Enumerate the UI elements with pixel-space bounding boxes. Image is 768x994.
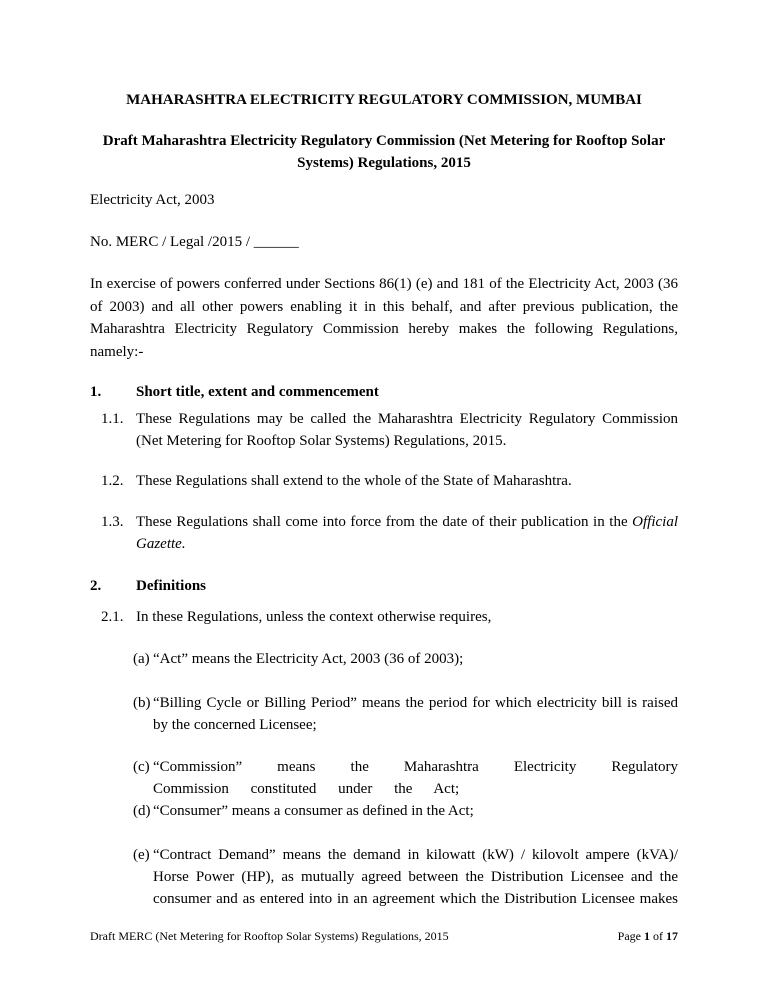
clause-1-3: 1.3. These Regulations shall come into force from the date of their publication in the Official Gazette. <box>101 514 678 552</box>
reference-number: No. MERC / Legal /2015 / ______ <box>90 234 299 250</box>
clause-2-1: 2.1. In these Regulations, unless the context otherwise requires, <box>101 609 492 625</box>
document-title: MAHARASHTRA ELECTRICITY REGULATORY COMMISSION, MUMBAI <box>126 92 642 108</box>
preamble: In exercise of powers conferred under Sections 86(1) (e) and 181 of the Electricity Act, 2003 (36 of 2003) and all other powers enabling it in this behalf, and after previous publication, the Maharashtra Electricity Regulatory Commission hereby makes the following Regulations, namely:- <box>90 276 678 360</box>
section-2-heading: 2. Definitions <box>90 578 207 594</box>
definition-d: (d) “Consumer” means a consumer as defined in the Act; <box>133 803 474 819</box>
clause-1-2: 1.2. These Regulations shall extend to the whole of the State of Maharashtra. <box>101 473 572 489</box>
page-number: Page 1 of 17 <box>617 929 678 943</box>
definition-c: (c) “Commission” means the Maharashtra Electricity Regulatory Commission constituted under the Act; <box>133 759 678 797</box>
act-line: Electricity Act, 2003 <box>90 192 215 208</box>
document-subtitle: Draft Maharashtra Electricity Regulatory Commission (Net Metering for Rooftop Solar Systems) Regulations, 2015 <box>102 133 666 171</box>
definition-e: (e) “Contract Demand” means the demand in kilowatt (kW) / kilovolt ampere (kVA)/ Horse Power (HP), as mutually agreed between the Distribution Licensee and the consumer and as entered into in an agreement which the Distribution Licensee makes <box>133 847 678 907</box>
definition-a: (a) “Act” means the Electricity Act, 2003 (36 of 2003); <box>133 651 464 667</box>
section-1-heading: 1. Short title, extent and commencement <box>90 384 379 400</box>
footer-title: Draft MERC (Net Metering for Rooftop Solar Systems) Regulations, 2015 <box>90 929 449 943</box>
clause-1-1: 1.1. These Regulations may be called the Maharashtra Electricity Regulatory Commission (Net Metering for Rooftop Solar Systems) Regulations, 2015. <box>101 411 678 449</box>
definition-b: (b) “Billing Cycle or Billing Period” means the period for which electricity bill is raised by the concerned Licensee; <box>133 695 678 733</box>
